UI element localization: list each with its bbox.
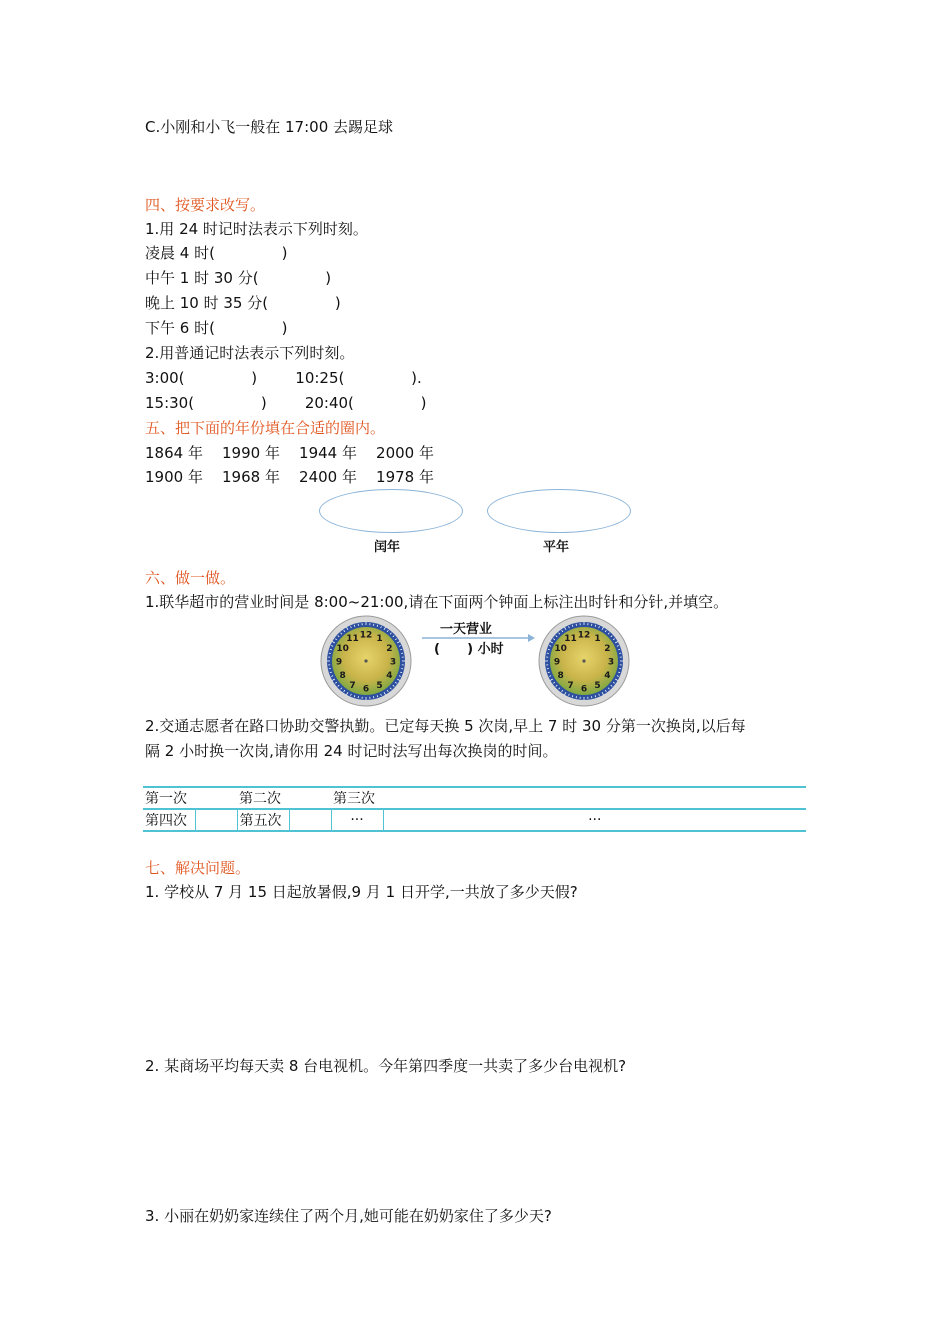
section6-q1: 1.联华超市的营业时间是 8:00~21:00,请在下面两个钟面上标注出时针和分针,并填空。 xyxy=(145,593,729,611)
clock-number: 6 xyxy=(362,684,370,695)
clock-number: 4 xyxy=(386,671,393,681)
table-cell-answer[interactable] xyxy=(195,787,237,809)
section7-heading: 七、解决问题。 xyxy=(145,859,251,877)
years-row: 1864 年 1990 年 1944 年 2000 年 xyxy=(145,444,434,462)
table-cell-ellipsis: ··· xyxy=(331,809,383,831)
section4-item: 晚上 10 时 35 分( ) xyxy=(145,294,341,312)
table-cell-answer[interactable] xyxy=(383,787,806,809)
table-cell-label: 第三次 xyxy=(331,787,383,809)
clock-number: 2 xyxy=(604,644,611,654)
clock-number: 8 xyxy=(557,671,564,681)
clock-number: 5 xyxy=(376,680,383,691)
section4-row: 15:30( ) 20:40( ) xyxy=(145,394,427,412)
clock-number: 11 xyxy=(564,634,577,645)
clock-number: 8 xyxy=(339,671,346,681)
clock-number: 9 xyxy=(335,657,343,668)
table-row xyxy=(143,787,806,809)
leap-year-label: 闰年 xyxy=(374,540,401,555)
clock-number: 3 xyxy=(389,657,397,668)
section6-q2-line1: 2.交通志愿者在路口协助交警执勤。已定每天换 5 次岗,早上 7 时 30 分第一次换岗,以后每 xyxy=(145,717,746,735)
clock-face-close[interactable] xyxy=(538,615,630,707)
clock-number: 6 xyxy=(580,684,588,695)
clock-number: 4 xyxy=(604,671,611,681)
section5-heading: 五、把下面的年份填在合适的圈内。 xyxy=(145,419,386,437)
leap-year-circle[interactable] xyxy=(319,489,463,533)
clock-number: 1 xyxy=(594,634,601,645)
table-cell-ellipsis: ··· xyxy=(383,809,806,831)
clock-number: 9 xyxy=(553,657,561,668)
shift-times-table xyxy=(143,786,806,832)
section6-heading: 六、做一做。 xyxy=(145,569,236,587)
clock-number: 10 xyxy=(554,644,567,654)
section4-q2: 2.用普通记时法表示下列时刻。 xyxy=(145,344,355,362)
table-cell-label: 第四次 xyxy=(143,809,195,831)
table-cell-answer[interactable] xyxy=(289,787,331,809)
clock-center xyxy=(582,659,585,662)
common-year-circle[interactable] xyxy=(487,489,631,533)
arrow-top-label: 一天营业 xyxy=(440,622,493,637)
problem-3: 3. 小丽在奶奶家连续住了两个月,她可能在奶奶家住了多少天? xyxy=(145,1207,552,1225)
common-year-label: 平年 xyxy=(543,540,570,555)
problem-2: 2. 某商场平均每天卖 8 台电视机。今年第四季度一共卖了多少台电视机? xyxy=(145,1057,627,1075)
clock-number: 2 xyxy=(386,644,393,654)
table-cell-label: 第一次 xyxy=(143,787,195,809)
option-c-text: C.小刚和小飞一般在 17:00 去踢足球 xyxy=(145,118,394,136)
clock-number: 7 xyxy=(349,680,356,691)
clock-number: 12 xyxy=(577,630,591,641)
section4-q1: 1.用 24 时记时法表示下列时刻。 xyxy=(145,220,368,238)
clock-number: 11 xyxy=(346,634,359,645)
section4-item: 下午 6 时( ) xyxy=(145,319,288,337)
clock-number: 3 xyxy=(607,657,615,668)
section4-row: 3:00( ) 10:25( ). xyxy=(145,369,422,387)
hours-blank[interactable]: ( ) 小时 xyxy=(434,642,504,657)
table-cell-answer[interactable] xyxy=(289,809,331,831)
years-row: 1900 年 1968 年 2400 年 1978 年 xyxy=(145,468,434,486)
clock-number: 5 xyxy=(594,680,601,691)
clock-number: 1 xyxy=(376,634,383,645)
table-cell-label: 第五次 xyxy=(237,809,289,831)
clock-center xyxy=(364,659,367,662)
table-cell-answer[interactable] xyxy=(195,809,237,831)
clock-number: 10 xyxy=(336,644,349,654)
clock-face-open[interactable] xyxy=(320,615,412,707)
problem-1: 1. 学校从 7 月 15 日起放暑假,9 月 1 日开学,一共放了多少天假? xyxy=(145,883,578,901)
section4-item: 中午 1 时 30 分( ) xyxy=(145,269,332,287)
section6-q2-line2: 隔 2 小时换一次岗,请你用 24 时记时法写出每次换岗的时间。 xyxy=(145,742,558,760)
table-row xyxy=(143,809,806,831)
section4-item: 凌晨 4 时( ) xyxy=(145,244,288,262)
clock-number: 7 xyxy=(567,680,574,691)
clock-number: 12 xyxy=(359,630,373,641)
duration-arrow xyxy=(420,618,535,678)
table-cell-label: 第二次 xyxy=(237,787,289,809)
section4-heading: 四、按要求改写。 xyxy=(145,196,266,214)
